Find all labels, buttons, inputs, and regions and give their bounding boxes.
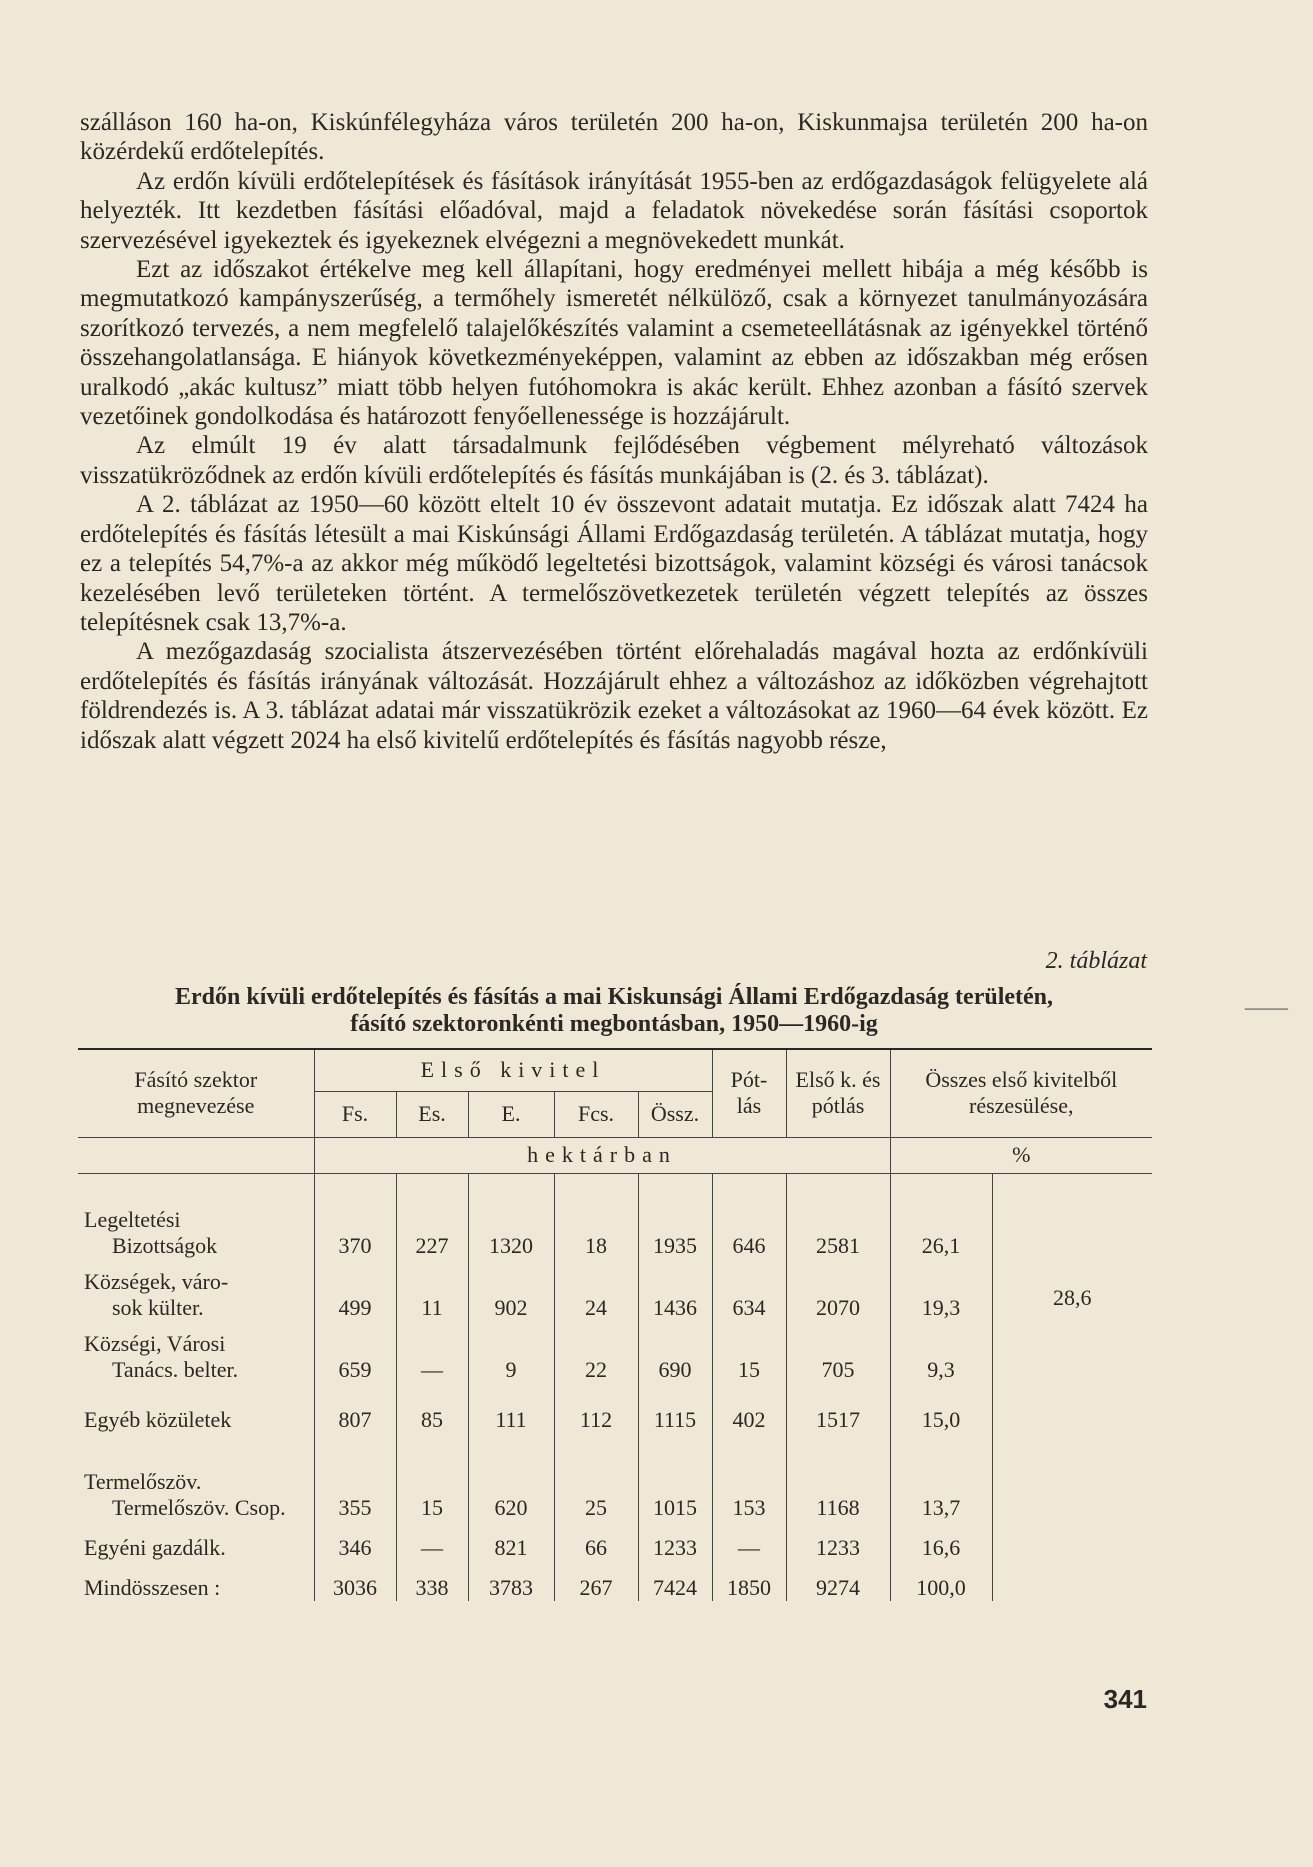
table-row — [78, 1321, 1152, 1383]
table-cell: 3036 — [314, 1561, 396, 1601]
header-elso-potlas: Első k. és pótlás — [786, 1049, 890, 1137]
table-cell: 1320 — [468, 1173, 554, 1259]
paragraph: Ezt az időszakot értékelve meg kell állapítani, hogy eredményei mellett hibája a még később is megmutatkozó kampányszerűség, a termőhely ismeretét nélkülöző, csak a környezet tanulmányozására szorítkozó tervezés, a nem megfelelő talajelőkészítés valamint a csemeteellátásnak az igényekkel történő összehangolatlansága. E hiányok következményeképpen, valamint az ebben az időszakban még erősen uralkodó „akác kultusz” miatt több helyen futóhomokra is akác került. Ehhez azonban a fásító szervek vezetőinek gondolkodása és határozott fenyőellenessége is hozzájárult. — [80, 256, 1148, 431]
row-label: Községi, Városi Tanács. belter. — [84, 1331, 239, 1382]
table-cell: 9 — [468, 1321, 554, 1383]
table-cell: 19,3 — [890, 1259, 992, 1321]
table-cell: 9274 — [786, 1561, 890, 1601]
header-col: E. — [468, 1091, 554, 1137]
table-cell: 1935 — [638, 1173, 712, 1259]
paragraph: szálláson 160 ha-on, Kiskúnfélegyháza város területén 200 ha-on, Kiskunmajsa területén 200 ha-on közérdekű erdőtelepítés. — [80, 109, 1148, 166]
table-cell: 85 — [396, 1383, 468, 1433]
table-cell: 1233 — [638, 1521, 712, 1561]
margin-mark-icon: ⸻ — [1244, 998, 1289, 1019]
table-cell: 153 — [712, 1433, 786, 1521]
table-cell: 2581 — [786, 1173, 890, 1259]
table-cell: 634 — [712, 1259, 786, 1321]
table-cell: 15 — [712, 1321, 786, 1383]
table-cell: 18 — [554, 1173, 638, 1259]
table-row — [78, 1561, 1152, 1601]
table-cell: 1015 — [638, 1433, 712, 1521]
table-cell: 1850 — [712, 1561, 786, 1601]
header-sector: Fásító szektor megnevezése — [134, 1067, 258, 1119]
table-cell: 26,1 — [890, 1173, 992, 1259]
table-cell: 112 — [554, 1383, 638, 1433]
table-cell: — — [396, 1321, 468, 1383]
table-caption: 2. táblázat — [1045, 948, 1147, 974]
table-cell: 100,0 — [890, 1561, 992, 1601]
table-cell: 346 — [314, 1521, 396, 1561]
table-title-line1: Erdőn kívüli erdőtelepítés és fásítás a mai Kiskunsági Állami Erdőgazdaság területén, — [174, 984, 1053, 1010]
table-cell: 620 — [468, 1433, 554, 1521]
table-cell: 1436 — [638, 1259, 712, 1321]
unit-percent: % — [890, 1137, 1152, 1173]
table-cell: 66 — [554, 1521, 638, 1561]
table-cell: 15,0 — [890, 1383, 992, 1433]
table-cell: 227 — [396, 1173, 468, 1259]
table-row — [78, 1259, 1152, 1321]
table-cell: 22 — [554, 1321, 638, 1383]
table-cell: 7424 — [638, 1561, 712, 1601]
table-cell: 370 — [314, 1173, 396, 1259]
table-title — [78, 984, 1150, 1038]
row-label: Egyéni gazdálk. — [84, 1535, 226, 1560]
table-cell: 1115 — [638, 1383, 712, 1433]
header-col: Össz. — [638, 1091, 712, 1137]
table-cell: 25 — [554, 1433, 638, 1521]
paragraph: A 2. táblázat az 1950—60 között eltelt 10 év összevont adatait mutatja. Ez időszak alatt 7424 ha erdőtelepítés és fásítás létesült a mai Kiskúnsági Állami Erdőgazdaság területén. A táblázat mutatja, hogy ez a telepítés 54,7%-a az akkor még működő legeltetési bizottságok, valamint községi és városi tanácsok kezelésében levő területeken történt. A termelőszövetkezetek területén végzett telepítés az összes telepítésnek csak 13,7%-a. — [80, 491, 1148, 636]
table-cell: 24 — [554, 1259, 638, 1321]
table-title-line2: fásító szektoronkénti megbontásban, 1950—1960-ig — [350, 1011, 878, 1037]
header-col: Fcs. — [554, 1091, 638, 1137]
table-row — [78, 1173, 1152, 1259]
table-cell: 11 — [396, 1259, 468, 1321]
row-label: Egyéb közületek — [84, 1407, 232, 1432]
table-cell: 338 — [396, 1561, 468, 1601]
table-cell: — — [396, 1521, 468, 1561]
table-cell: 499 — [314, 1259, 396, 1321]
table-cell: 646 — [712, 1173, 786, 1259]
paragraph: Az erdőn kívüli erdőtelepítések és fásítások irányítását 1955-ben az erdőgazdaságok felügyelete alá helyezték. Itt kezdetben fásítási előadóval, majd a feladatok növekedése során fásítási csoportok szervezésével igyekeztek és igyekeznek elvégezni a megnövekedett munkát. — [80, 167, 1148, 254]
table-cell: 902 — [468, 1259, 554, 1321]
table-cell: 807 — [314, 1383, 396, 1433]
table-cell: 402 — [712, 1383, 786, 1433]
table-cell: 111 — [468, 1383, 554, 1433]
table-body — [78, 1173, 1152, 1601]
body-text — [80, 108, 1148, 755]
table-cell: 3783 — [468, 1561, 554, 1601]
table-cell: 15 — [396, 1433, 468, 1521]
header-share: Összes első kivitelből részesülése, — [890, 1049, 1152, 1137]
table-cell: 13,7 — [890, 1433, 992, 1521]
data-table — [78, 1048, 1152, 1601]
row-label: Legeltetési Bizottságok — [84, 1207, 218, 1258]
table-cell: 355 — [314, 1433, 396, 1521]
row-label: Termelőszöv. Termelőszöv. Csop. — [84, 1469, 286, 1520]
row-label: Községek, váro- sok külter. — [84, 1269, 229, 1320]
table-cell: 1168 — [786, 1433, 890, 1521]
table-cell: 690 — [638, 1321, 712, 1383]
table-row — [78, 1433, 1152, 1521]
paragraph: Az elmúlt 19 év alatt társadalmunk fejlődésében végbement mélyreható változások visszatükröződnek az erdőn kívüli erdőtelepítés és fásítás munkájában is (2. és 3. táblázat). — [80, 432, 1148, 489]
table-cell: 1517 — [786, 1383, 890, 1433]
table-cell: 9,3 — [890, 1321, 992, 1383]
header-col: Es. — [396, 1091, 468, 1137]
table-cell: 659 — [314, 1321, 396, 1383]
table-row — [78, 1521, 1152, 1561]
row-label: Mindösszesen : — [84, 1575, 221, 1600]
page-number: 341 — [1103, 1684, 1147, 1714]
table-cell: — — [712, 1521, 786, 1561]
table-cell: 821 — [468, 1521, 554, 1561]
header-first-exec: Első kivitel — [314, 1049, 712, 1091]
table-cell: 2070 — [786, 1259, 890, 1321]
merged-share-cell: 28,6 — [992, 1173, 1152, 1383]
table-cell: 16,6 — [890, 1521, 992, 1561]
table-row — [78, 1383, 1152, 1433]
header-potlas: Pót-lás — [712, 1049, 786, 1137]
table-cell: 267 — [554, 1561, 638, 1601]
table-cell: 705 — [786, 1321, 890, 1383]
table-cell: 1233 — [786, 1521, 890, 1561]
paragraph: A mezőgazdaság szocialista átszervezésében történt előrehaladás magával hozta az erdőnkívüli erdőtelepítés és fásítás irányának változását. Hozzájárult ehhez a változáshoz az időközben végrehajtott földrendezés is. A 3. táblázat adatai már visszatükrözik ezeket a változásokat az 1960—64 évek között. Ez időszak alatt végzett 2024 ha első kivitelű erdőtelepítés és fásítás nagyobb része, — [80, 638, 1148, 754]
unit-hectare: hektárban — [314, 1137, 890, 1173]
header-col: Fs. — [314, 1091, 396, 1137]
